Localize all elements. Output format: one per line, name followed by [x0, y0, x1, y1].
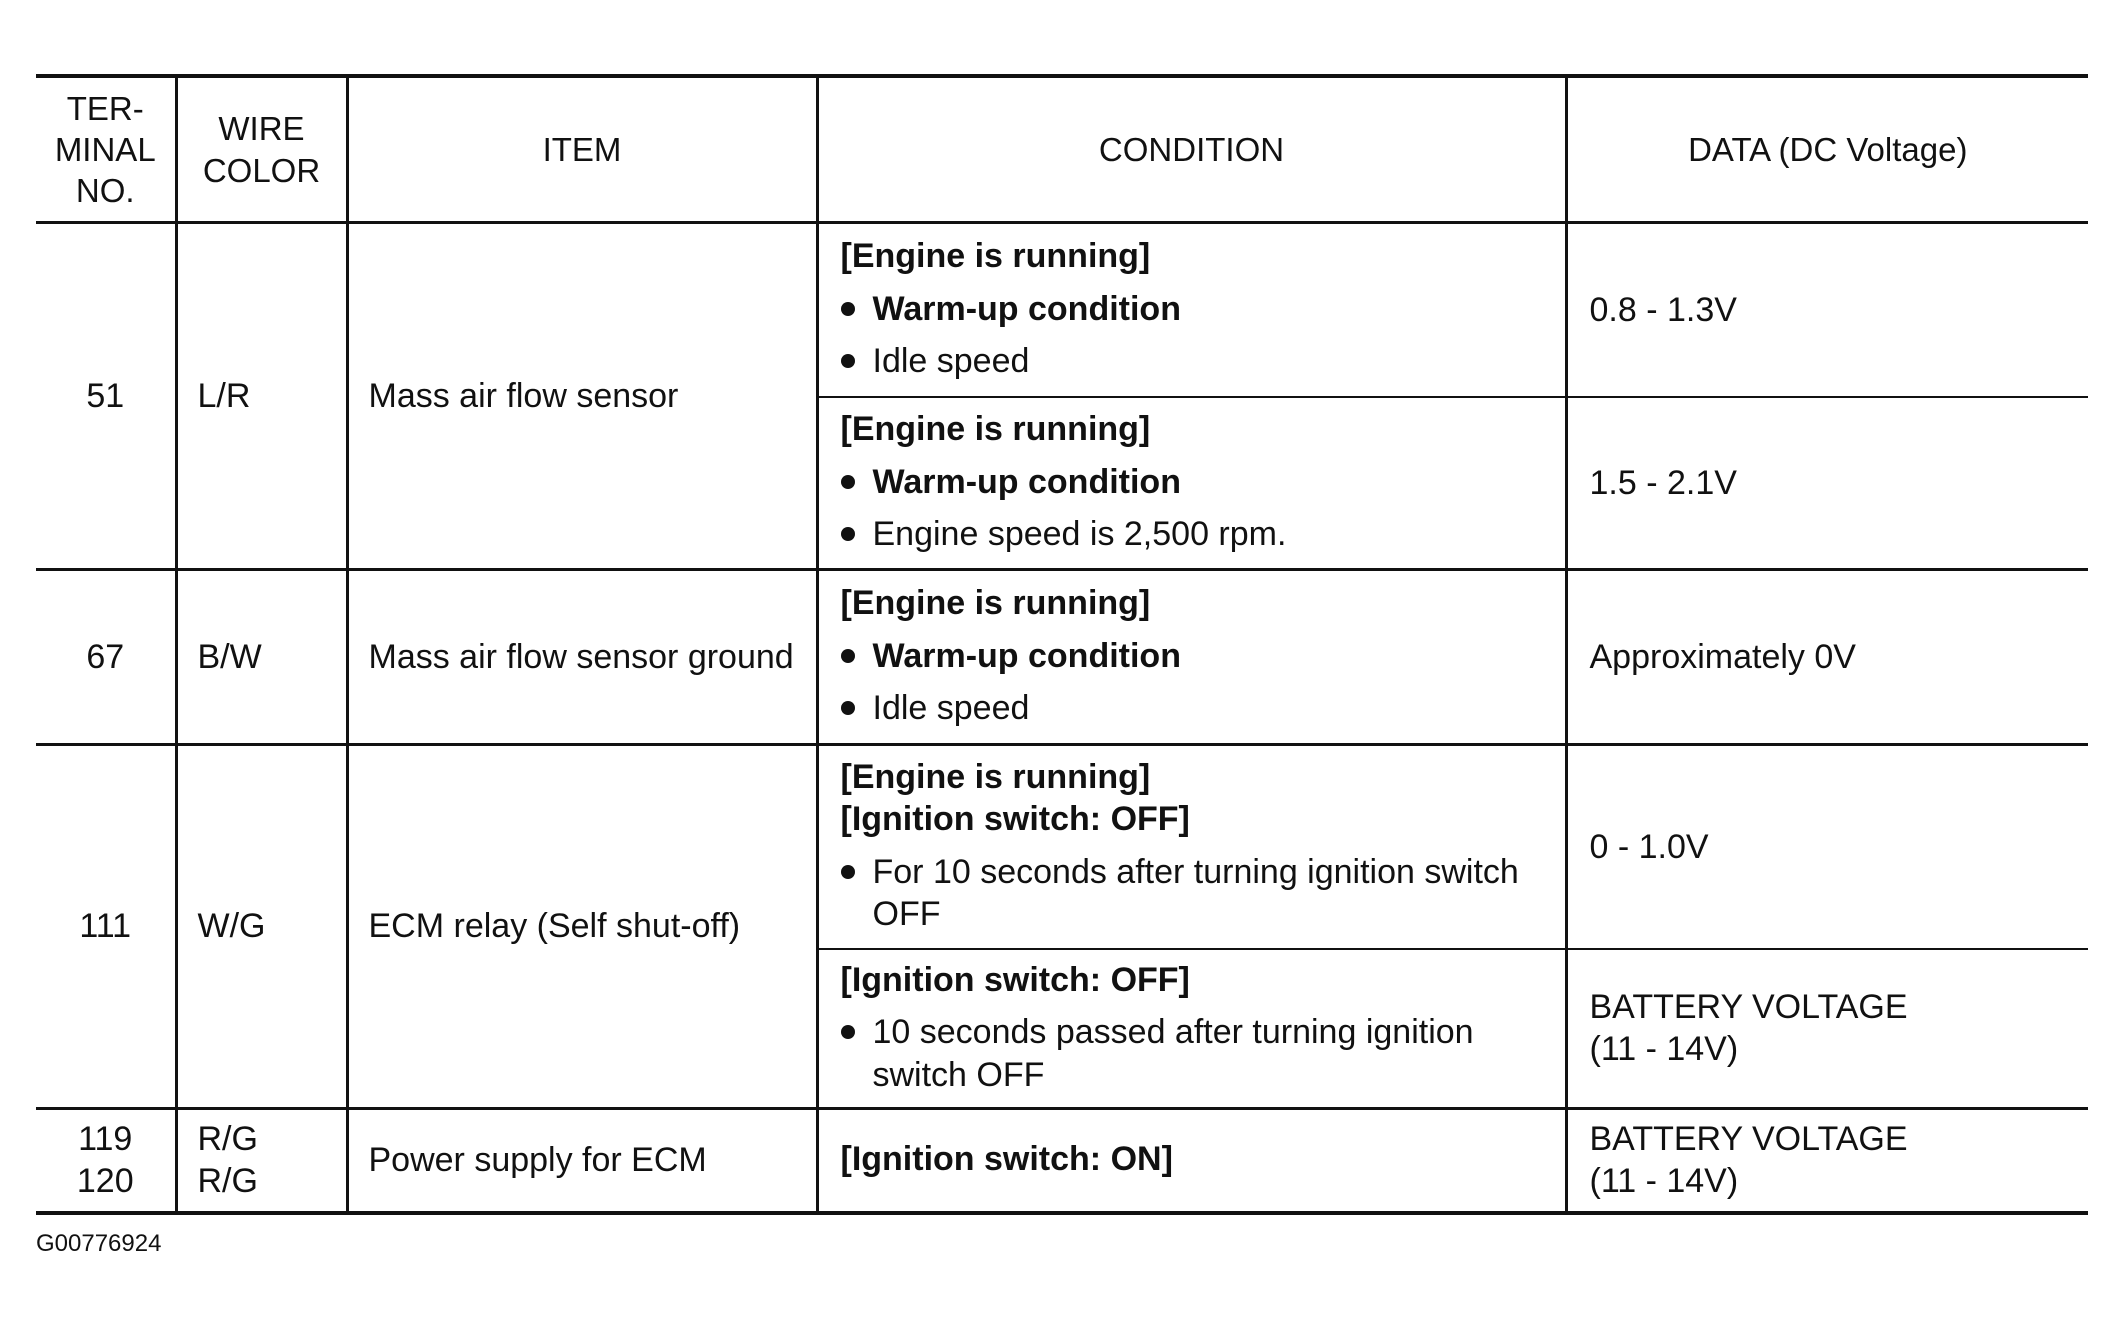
condition-cell — [817, 223, 1566, 397]
condition-heading: [Ignition switch: OFF] — [840, 960, 1190, 999]
table-row — [36, 1109, 2088, 1213]
terminal-no-cell: 67 — [36, 570, 176, 745]
bullet-dot-icon — [841, 302, 855, 316]
table-row — [36, 570, 2088, 745]
condition-heading: [Ignition switch: OFF] — [840, 800, 1190, 839]
table-row — [36, 745, 2088, 949]
item-cell: Power supply for ECM — [347, 1109, 817, 1213]
condition-cell — [817, 949, 1566, 1109]
condition-heading: [Engine is running] — [840, 584, 1151, 623]
header-row — [36, 76, 2088, 223]
wire-color-cell: W/G — [176, 745, 347, 1109]
bullet-dot-icon — [841, 475, 855, 489]
bullet-dot-icon — [841, 701, 855, 715]
header-data: DATA (DC Voltage) — [1566, 76, 2088, 223]
table-row — [36, 223, 2088, 397]
data-cell: BATTERY VOLTAGE (11 - 14V) — [1566, 1109, 2088, 1213]
condition-cell — [817, 745, 1566, 949]
condition-cell — [817, 570, 1566, 745]
condition-cell — [817, 397, 1566, 570]
item-cell: ECM relay (Self shut-off) — [347, 745, 817, 1109]
data-cell: 0 - 1.0V — [1566, 745, 2088, 949]
condition-bullet: Engine speed is 2,500 rpm. — [841, 513, 1547, 556]
data-cell: 0.8 - 1.3V — [1566, 223, 2088, 397]
condition-bullet: 10 seconds passed after turning ignition switch OFF — [841, 1011, 1547, 1096]
condition-cell — [817, 1109, 1566, 1213]
condition-heading: [Engine is running] — [840, 237, 1151, 275]
condition-heading: [Engine is running] — [840, 410, 1151, 448]
terminal-no-cell: 51 — [36, 223, 176, 570]
data-cell: 1.5 - 2.1V — [1566, 397, 2088, 570]
condition-bullet: For 10 seconds after turning ignition switch OFF — [841, 851, 1547, 936]
terminal-no-cell: 119 120 — [36, 1109, 176, 1213]
data-cell: BATTERY VOLTAGE (11 - 14V) — [1566, 949, 2088, 1109]
condition-bullet: Idle speed — [841, 687, 1547, 730]
bullet-dot-icon — [841, 649, 855, 663]
bullet-dot-icon — [841, 354, 855, 368]
data-cell: Approximately 0V — [1566, 570, 2088, 745]
bullet-dot-icon — [841, 1025, 855, 1039]
figure-id: G00776924 — [36, 1230, 162, 1257]
item-cell: Mass air flow sensor ground — [347, 570, 817, 745]
terminal-no-cell: 111 — [36, 745, 176, 1109]
header-item: ITEM — [347, 76, 817, 223]
wire-color-cell: L/R — [176, 223, 347, 570]
condition-bullet: Warm-up condition — [841, 461, 1547, 504]
ecm-terminal-table — [36, 74, 2088, 1215]
header-wire-color: WIRE COLOR — [176, 76, 347, 223]
condition-bullet: Idle speed — [841, 340, 1547, 383]
header-condition: CONDITION — [817, 76, 1566, 223]
bullet-dot-icon — [841, 527, 855, 541]
condition-bullet: Warm-up condition — [841, 288, 1547, 331]
bullet-dot-icon — [841, 865, 855, 879]
condition-bullet: Warm-up condition — [841, 635, 1547, 678]
wire-color-cell: B/W — [176, 570, 347, 745]
item-cell: Mass air flow sensor — [347, 223, 817, 570]
header-terminal-no: TER- MINAL NO. — [36, 76, 176, 223]
condition-heading: [Ignition switch: ON] — [840, 1140, 1173, 1178]
condition-heading: [Engine is running] — [840, 757, 1151, 796]
wire-color-cell: R/G R/G — [176, 1109, 347, 1213]
